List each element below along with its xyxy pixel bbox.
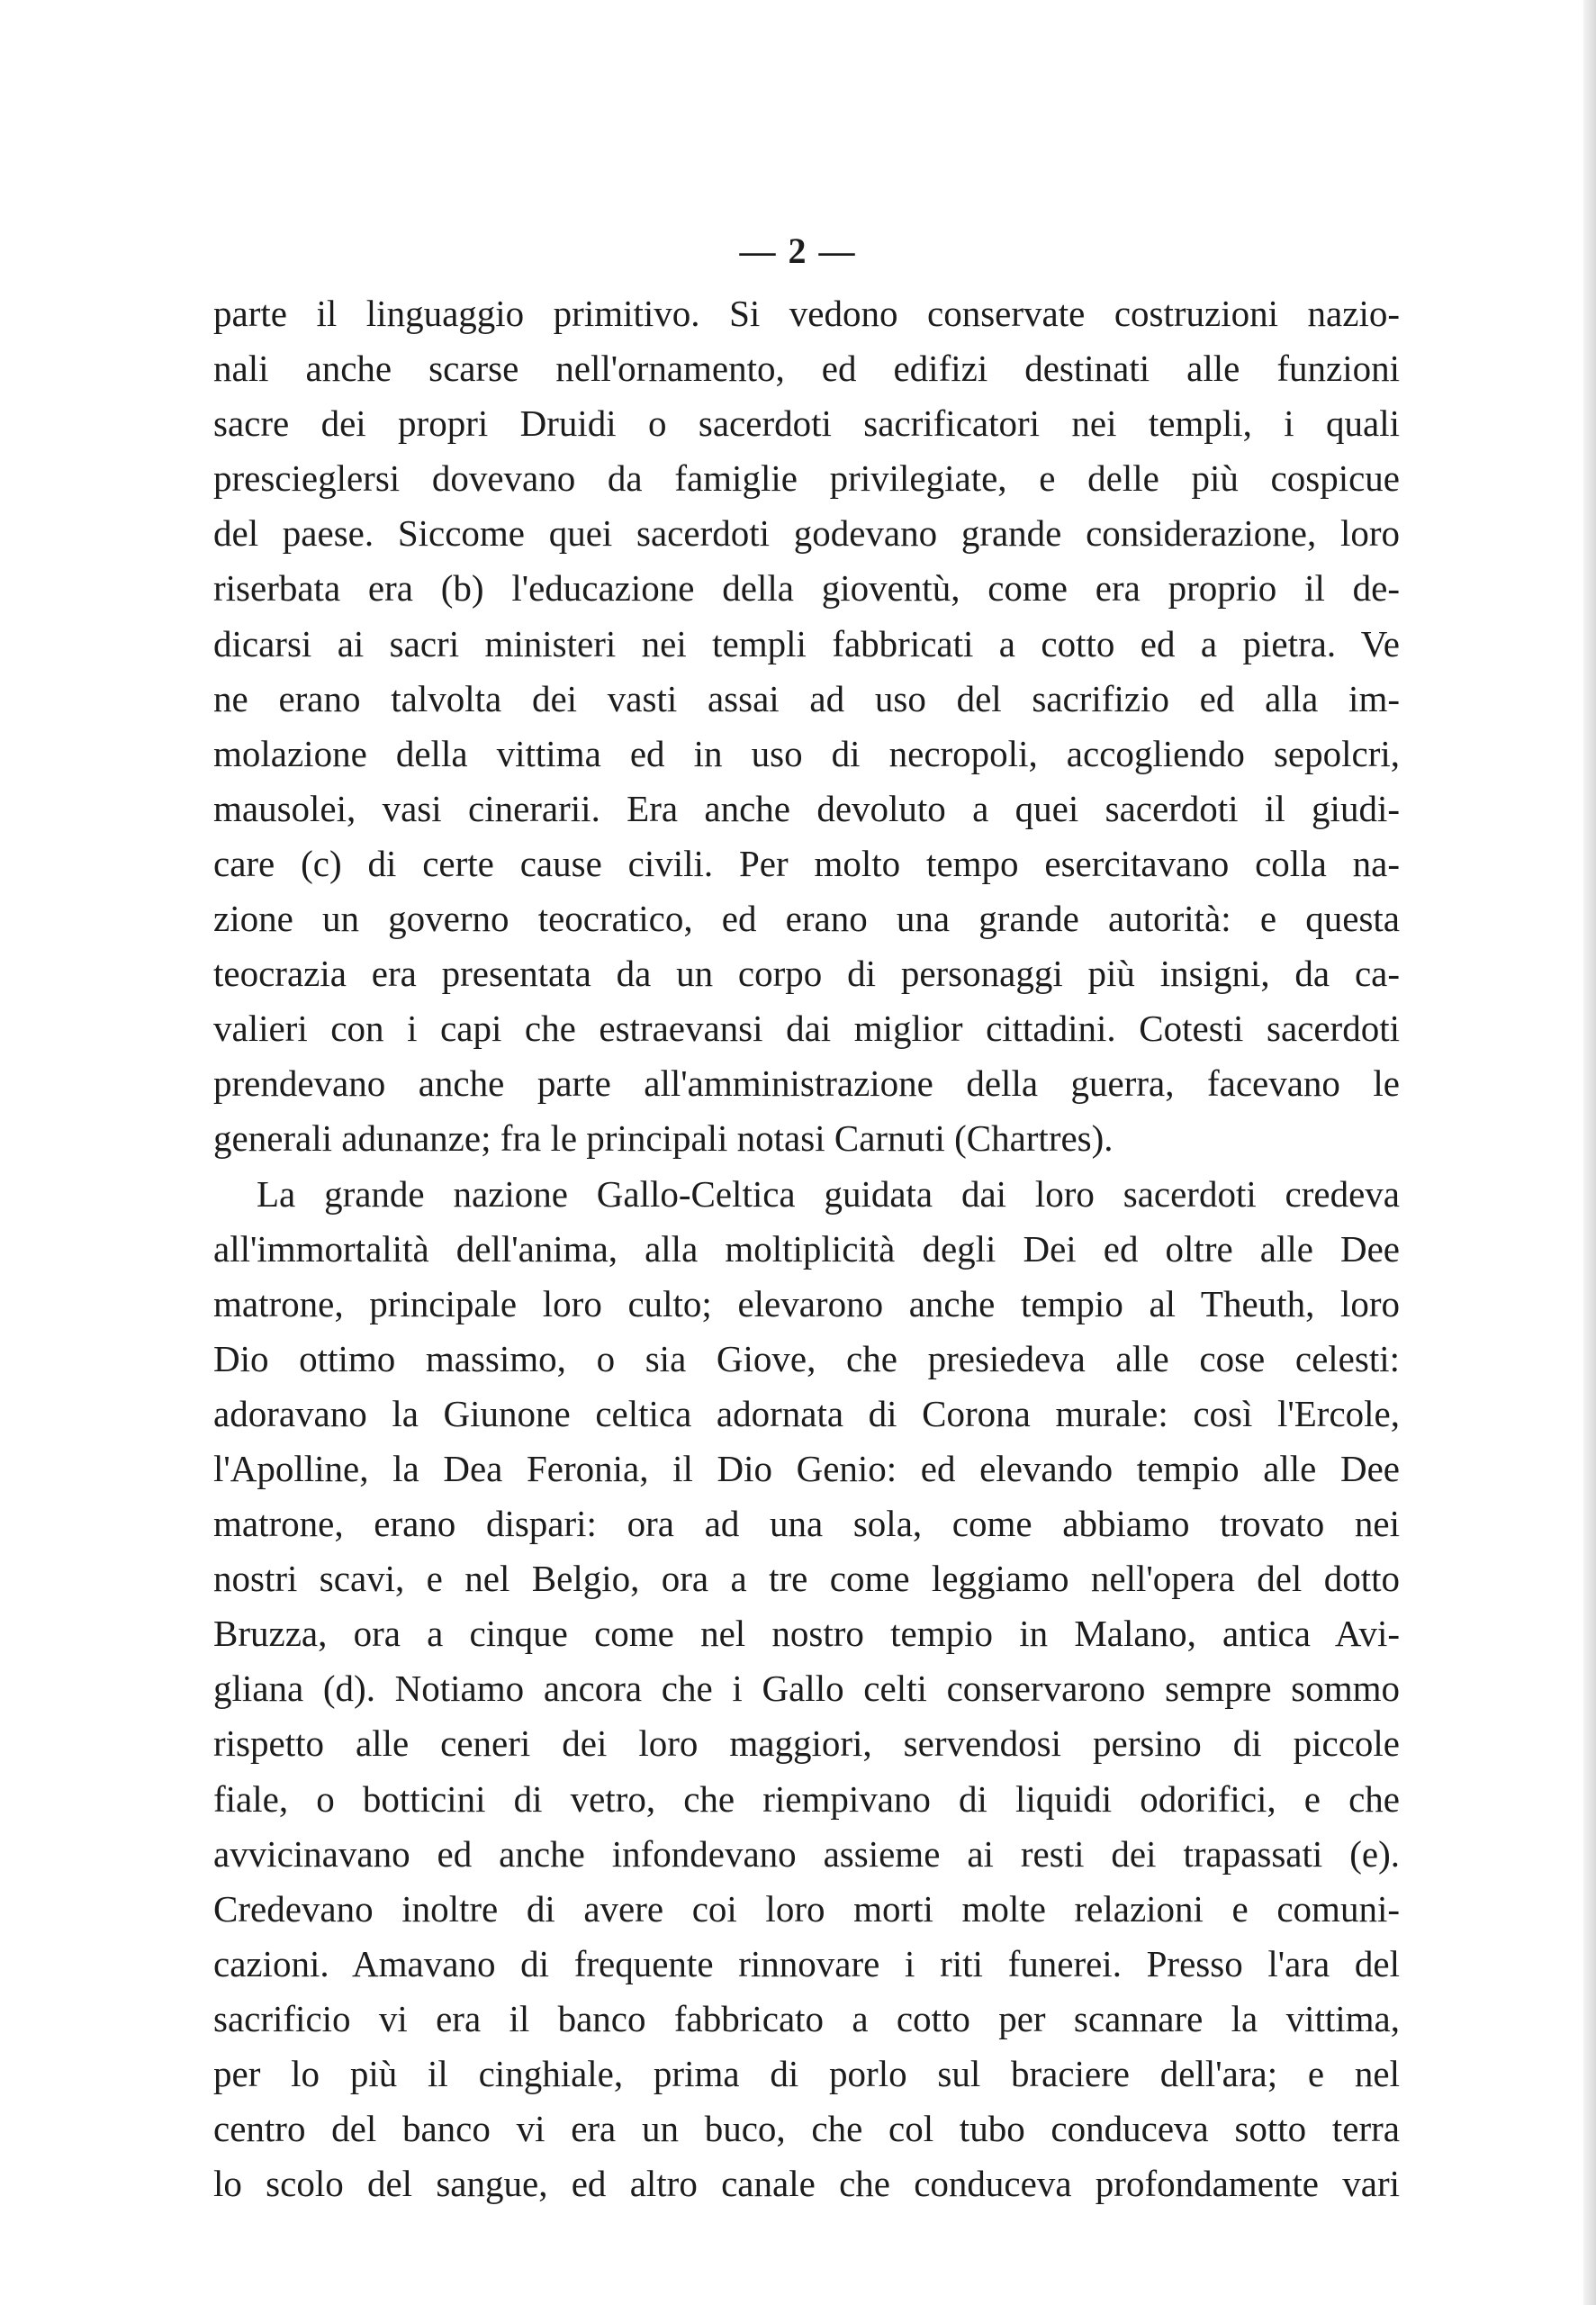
text-line: Dio ottimo massimo, o sia Giove, che presiedeva alle cose celesti:: [213, 1337, 1400, 1379]
text-line: matrone, erano dispari: ora ad una sola, come abbiamo trovato nei: [213, 1503, 1400, 1545]
text-line: matrone, principale loro culto; elevarono anche tempio al Theuth, loro: [213, 1282, 1400, 1324]
text-line: parte il linguaggio primitivo. Si vedono conservate costruzioni nazio-: [213, 293, 1400, 334]
text-line: nali anche scarse nell'ornamento, ed edifizi destinati alle funzioni: [213, 348, 1400, 390]
body-text: [213, 286, 1400, 2211]
text-line: adoravano la Giunone celtica adornata di Corona murale: così l'Ercole,: [213, 1392, 1400, 1434]
text-line: avvicinavano ed anche infondevano assieme ai resti dei trapassati (e).: [213, 1832, 1400, 1875]
text-line: Credevano inoltre di avere coi loro morti molte relazioni e comuni-: [213, 1887, 1400, 1930]
text-line: per lo più il cinghiale, prima di porlo sul braciere dell'ara; e nel: [213, 2053, 1400, 2094]
page-edge-shadow: [1583, 0, 1596, 2305]
text-line: lo scolo del sangue, ed altro canale che conduceva profondamente vari: [213, 2163, 1400, 2205]
text-line: care (c) di certe cause civili. Per molto tempo esercitavano colla na-: [213, 842, 1400, 884]
text-line: del paese. Siccome quei sacerdoti godevano grande considerazione, loro: [213, 512, 1400, 555]
text-line: teocrazia era presentata da un corpo di personaggi più insigni, da ca-: [213, 953, 1400, 995]
text-line: generali adunanze; fra le principali notasi Carnuti (Chartres).: [213, 1117, 1114, 1160]
text-line: dicarsi ai sacri ministeri nei templi fabbricati a cotto ed a pietra. Ve: [213, 622, 1400, 664]
text-line: gliana (d). Notiamo ancora che i Gallo celti conservarono sempre sommo: [213, 1668, 1400, 1710]
text-line: prescieglersi dovevano da famiglie privilegiate, e delle più cospicue: [213, 457, 1400, 500]
text-line: riserbata era (b) l'educazione della gioventù, come era proprio il de-: [213, 567, 1400, 610]
text-line: sacre dei propri Druidi o sacerdoti sacrificatori nei templi, i quali: [213, 402, 1400, 445]
text-line: rispetto alle ceneri dei loro maggiori, servendosi persino di piccole: [213, 1722, 1400, 1765]
text-line: ne erano talvolta dei vasti assai ad uso del sacrifizio ed alla im-: [213, 677, 1400, 719]
text-line: sacrificio vi era il banco fabbricato a cotto per scannare la vittima,: [213, 1997, 1400, 2039]
paragraph-first-line: La grande nazione Gallo-Celtica guidata dai loro sacerdoti credeva: [257, 1172, 1400, 1215]
page-number: — 2 —: [739, 230, 857, 271]
text-line: cazioni. Amavano di frequente rinnovare i riti funerei. Presso l'ara del: [213, 1942, 1400, 1984]
text-line: Bruzza, ora a cinque come nel nostro tempio in Malano, antica Avi-: [213, 1613, 1400, 1655]
text-line: zione un governo teocratico, ed erano una grande autorità: e questa: [213, 898, 1400, 940]
text-line: fiale, o botticini di vetro, che riempivano di liquidi odorifici, e che: [213, 1777, 1400, 1820]
text-line: centro del banco vi era un buco, che col tubo conduceva sotto terra: [213, 2108, 1400, 2150]
text-line: mausolei, vasi cinerarii. Era anche devoluto a quei sacerdoti il giudi-: [213, 787, 1400, 829]
text-line: prendevano anche parte all'amministrazione della guerra, facevano le: [213, 1062, 1400, 1105]
text-line: l'Apolline, la Dea Feronia, il Dio Genio: ed elevando tempio alle Dee: [213, 1447, 1400, 1489]
text-line: nostri scavi, e nel Belgio, ora a tre come leggiamo nell'opera del dotto: [213, 1558, 1400, 1600]
text-line: molazione della vittima ed in uso di necropoli, accogliendo sepolcri,: [213, 732, 1400, 774]
text-line: valieri con i capi che estraevansi dai miglior cittadini. Cotesti sacerdoti: [213, 1008, 1400, 1050]
text-line: all'immortalità dell'anima, alla moltiplicità degli Dei ed oltre alle Dee: [213, 1227, 1400, 1270]
